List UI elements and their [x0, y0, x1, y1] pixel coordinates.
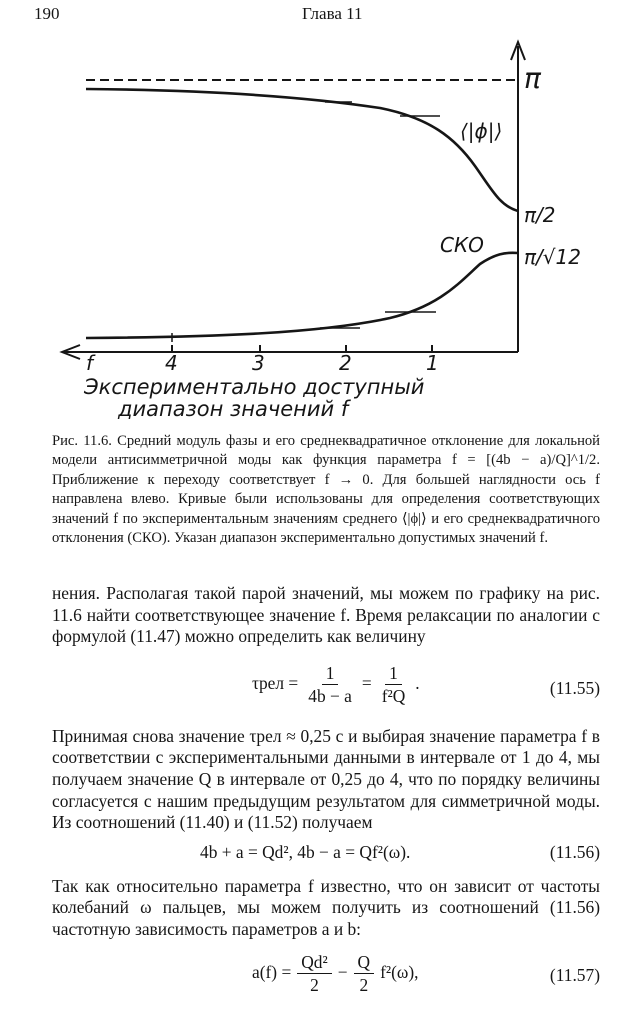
eq1-frac2-den: f²Q	[381, 685, 406, 706]
eq3-frac1-den: 2	[310, 974, 319, 995]
caption-text: Рис. 11.6. Средний модуль фазы и его среднеквадратичное отклонение для локальной модели антисимметричной моды как функция параметра f = [(4b − a)/Q]^1/2. Приближение к переходу соответствует f → 0. Для большей наглядности ось f направлена влево. Кривые были использованы для определения соответствующих значений f по экспериментальным значениям среднего ⟨|ϕ|⟩ и его среднеквадратичного отклонения (СКО). Указан диапазон экспериментально допустимых значений f.	[52, 433, 600, 547]
chapter-title: Глава 11	[302, 4, 363, 23]
eq3-frac2	[354, 951, 375, 996]
page-number: 190	[34, 4, 60, 23]
tick-label-3: 3	[252, 351, 265, 375]
body-text	[52, 583, 600, 1011]
label-phase-curve: ⟨|ϕ|⟩	[460, 119, 503, 143]
tick-label-1: 1	[426, 351, 439, 375]
page-header	[34, 4, 620, 30]
figure-caption	[52, 432, 600, 548]
label-pi-half: π/2	[524, 203, 556, 227]
figure-11-6	[0, 36, 620, 431]
label-pi: π	[524, 62, 541, 95]
equation-number-11-56: (11.56)	[549, 841, 600, 862]
eq1-frac2-num: 1	[385, 662, 402, 685]
tick-label-4: 4	[165, 351, 178, 375]
eq3-frac1-num: Qd²	[297, 951, 331, 974]
equation-11-55	[52, 648, 600, 726]
eq3-lhs: a(f) =	[252, 962, 292, 983]
eq3-frac2-num: Q	[354, 951, 375, 974]
eq3-frac1	[297, 951, 331, 996]
eq1-frac1	[304, 662, 356, 707]
eq1-lhs: τрел =	[252, 673, 299, 694]
eq1-equals: =	[361, 673, 372, 694]
equation-number-11-57: (11.57)	[549, 964, 600, 985]
eq1-end: .	[415, 673, 420, 694]
formula-11-57	[252, 951, 418, 996]
paragraph-2: Принимая снова значение τрел ≈ 0,25 с и выбирая значение параметра f в соответствии с экспериментальными данными в интервале от 1 до 4, мы получаем значение Q в интервале от 0,25 до 4, что по порядку величины согласуется с нашим предыдущим результатом для симметричной моды. Из соотношений (11.40) и (11.52) получаем	[52, 725, 600, 833]
eq1-frac1-den: 4b − a	[308, 685, 352, 706]
formula-11-55	[252, 662, 420, 707]
paragraph-1: нения. Располагая такой парой значений, мы можем по графику на рис. 11.6 найти соответствующее значение f. Время релаксации по аналогии с формулой (11.47) можно определить как величину	[52, 583, 600, 647]
label-pi-sqrt12: π/√12	[524, 245, 581, 269]
formula-11-56: 4b + a = Qd², 4b − a = Qf²(ω).	[200, 841, 411, 862]
equation-11-57	[52, 941, 600, 1011]
eq1-frac1-num: 1	[322, 662, 339, 685]
phase-curve	[86, 89, 518, 211]
eq3-frac2-den: 2	[359, 974, 369, 995]
eq1-frac2	[378, 662, 410, 707]
equation-number-11-55: (11.55)	[549, 677, 600, 698]
sko-curve	[86, 253, 518, 338]
eq3-minus: −	[337, 962, 348, 983]
eq3-tail: f²(ω),	[380, 962, 419, 983]
range-label-line1: Экспериментально доступный	[84, 375, 425, 399]
axis-var-label: f	[86, 351, 94, 375]
range-label-line2: диапазон значений f	[118, 397, 349, 421]
equation-11-56	[52, 834, 600, 876]
paragraph-3: Так как относительно параметра f известно, что он зависит от частоты колебаний ω пальцев, мы можем получить из соотношений (11.56) частотную зависимость параметров a и b:	[52, 875, 600, 939]
tick-label-2: 2	[339, 351, 352, 375]
label-sko-curve: СКО	[440, 233, 484, 257]
